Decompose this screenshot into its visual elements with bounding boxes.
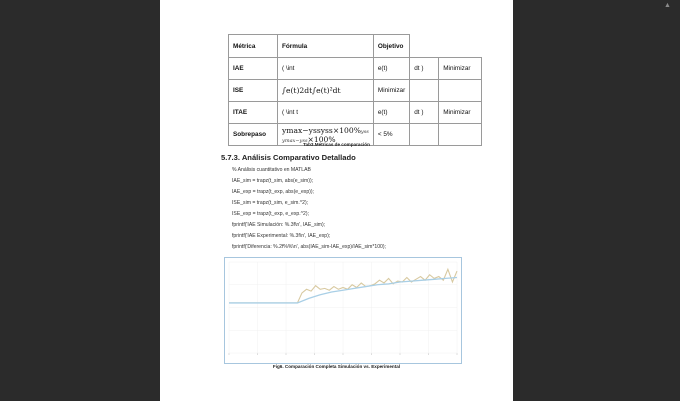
metric-name: ISE <box>229 80 278 102</box>
table-header-cell: Objetivo <box>373 35 409 58</box>
scroll-up-arrow-icon[interactable]: ▲ <box>664 2 671 9</box>
table-cell: Minimizar <box>439 102 482 124</box>
code-line: ISE_sim = trapz(t_sim, e_sim.^2); <box>232 200 309 206</box>
code-line: fprintf('Diferencia: %.2f%%\n', abs(IAE_sim-IAE_exp)/IAE_sim*100); <box>232 244 386 250</box>
table-cell <box>439 80 482 102</box>
table-cell: Minimizar <box>373 80 409 102</box>
table-row <box>229 102 482 124</box>
table-cell: e(t) <box>373 102 409 124</box>
code-line: % Análisis cuantitativo en MATLAB <box>232 167 311 173</box>
metrics-table <box>228 34 482 146</box>
chart-canvas <box>225 258 461 363</box>
table-header-cell: Métrica <box>229 35 278 58</box>
metric-formula: ( \int <box>278 58 374 80</box>
table-cell: dt ) <box>410 58 439 80</box>
metric-formula: ∫e(t)2dt∫e(t)²dt <box>278 80 374 102</box>
table-row <box>229 80 482 102</box>
table-cell: e(t) <box>373 58 409 80</box>
table-cell: dt ) <box>410 102 439 124</box>
viewer-background-right <box>513 0 680 401</box>
document-page <box>160 0 513 401</box>
metric-name: Sobrepaso <box>229 124 278 146</box>
code-line: ISE_exp = trapz(t_exp, e_exp.^2); <box>232 211 310 217</box>
metric-formula: ( \int t <box>278 102 374 124</box>
formula-line: ymax−yssyss×100% <box>282 125 361 135</box>
viewer-background-left <box>0 0 160 401</box>
comparison-chart <box>224 257 462 364</box>
metric-name: IAE <box>229 58 278 80</box>
formula-line: ×100% <box>307 134 336 144</box>
code-line: IAE_sim = trapz(t_sim, abs(e_sim)); <box>232 178 314 184</box>
formula-subscript: yss <box>360 128 369 135</box>
code-line: fprintf('IAE Experimental: %.3f\n', IAE_exp); <box>232 233 331 239</box>
table-caption: Tab3.Métricas de comparación <box>303 142 370 147</box>
figure-caption: Fig6. Comparación Completa Simulación vs. Experimental <box>272 364 401 369</box>
table-row <box>229 58 482 80</box>
formula-subscript: ymax−yss <box>282 137 308 144</box>
section-heading: 5.7.3. Análisis Comparativo Detallado <box>221 153 356 162</box>
table-cell: < 5% <box>373 124 409 146</box>
code-line: IAE_exp = trapz(t_exp, abs(e_exp)); <box>232 189 314 195</box>
metric-name: ITAE <box>229 102 278 124</box>
code-line: fprintf('IAE Simulación: %.3f\n', IAE_sim); <box>232 222 326 228</box>
table-cell: Minimizar <box>439 58 482 80</box>
table-header-cell: Fórmula <box>278 35 374 58</box>
table-cell <box>410 80 439 102</box>
table-header-row <box>229 35 482 58</box>
